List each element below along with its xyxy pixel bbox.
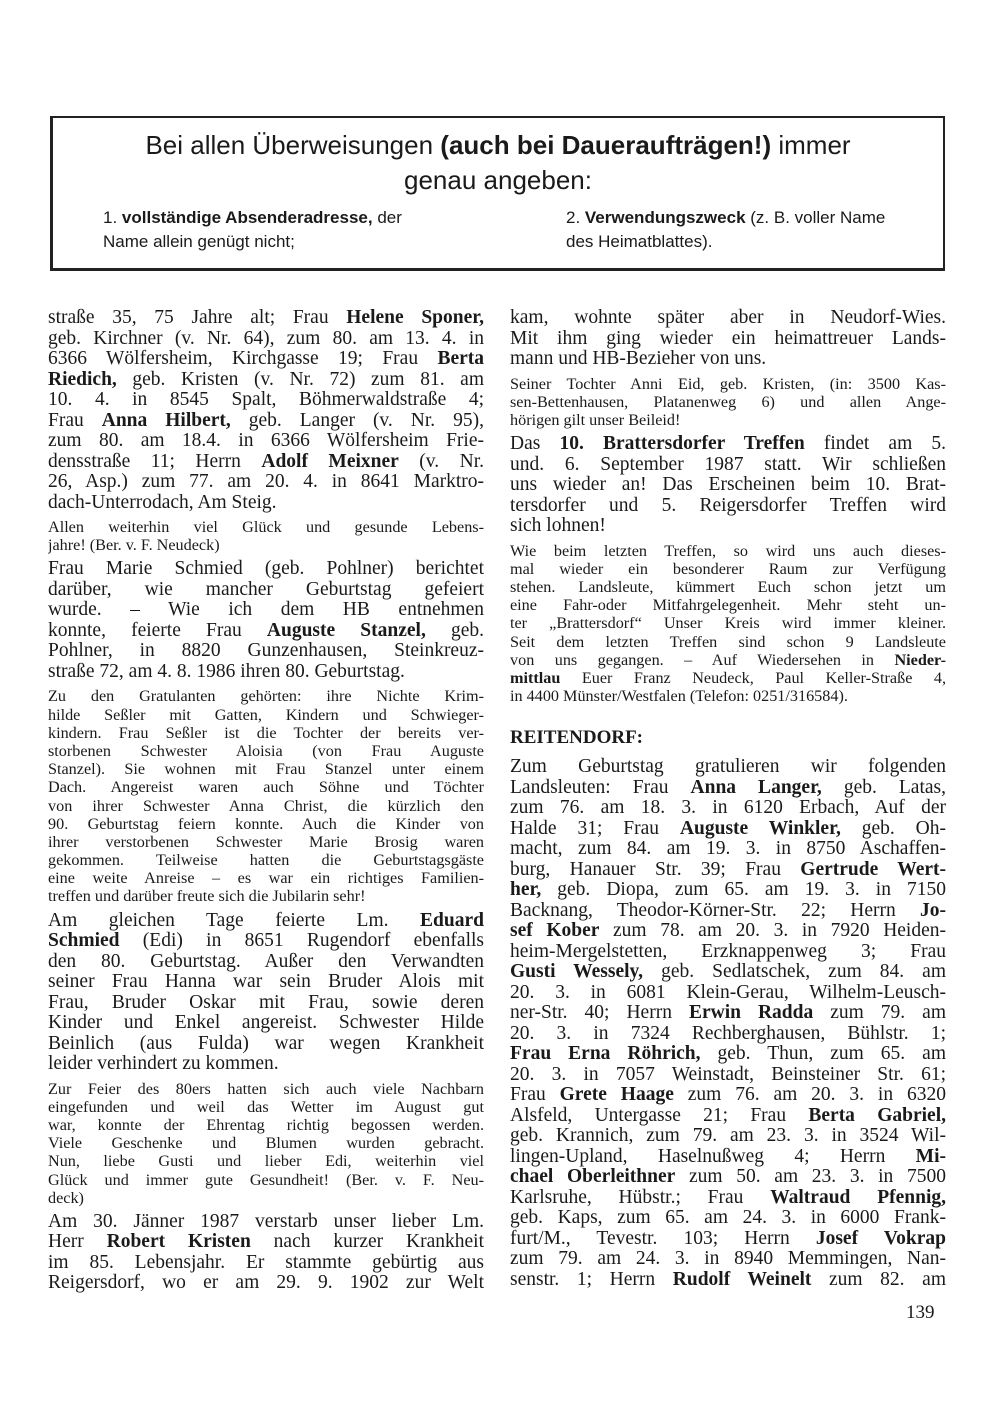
text: geb. Krannich, zum 79. am 23. 3. in 3524 Wil- bbox=[510, 1126, 946, 1147]
bold-name: Josef Vokrap bbox=[815, 1228, 946, 1249]
bold-name: Helene Sponer, bbox=[346, 308, 484, 328]
text-line bbox=[510, 727, 946, 749]
text-line bbox=[48, 662, 484, 683]
text: Herr bbox=[48, 1232, 107, 1253]
text: furt/M., Tevestr. 103; Herrn bbox=[510, 1228, 816, 1249]
text: Pohlner, in 8820 Gunzenhausen, Steinkreuz- bbox=[48, 641, 484, 662]
text: Am gleichen Tage feierte Lm. bbox=[48, 910, 421, 931]
text: Viele Geschenke und Blumen wurden gebracht. bbox=[48, 1134, 484, 1153]
text-line bbox=[48, 1134, 484, 1152]
text-line bbox=[48, 833, 484, 851]
bold-name: Berta bbox=[437, 349, 484, 369]
text: konnte, feierte Frau bbox=[48, 620, 267, 641]
text-line bbox=[48, 349, 484, 370]
text-line bbox=[510, 757, 946, 778]
text-line bbox=[48, 621, 484, 642]
text: zum 78. am 20. 3. in 7920 Heiden- bbox=[599, 921, 946, 942]
text: und. 6. September 1987 statt. Wir schließen bbox=[510, 454, 946, 475]
text: geb. Thun, zum 65. am bbox=[700, 1044, 946, 1065]
text-line bbox=[510, 1167, 946, 1188]
text-line bbox=[48, 1232, 484, 1253]
text-line bbox=[510, 1270, 946, 1291]
text: Frau bbox=[48, 410, 102, 431]
bold-name: Gusti Wessely, bbox=[510, 962, 644, 983]
text-line bbox=[48, 1189, 484, 1207]
text-line bbox=[510, 962, 946, 983]
text-line bbox=[510, 983, 946, 1004]
text: 90. Geburtstag feiern konnte. Auch die Kinder von bbox=[48, 814, 484, 833]
text-line bbox=[510, 475, 946, 496]
item-text-line2: des Heimatblattes). bbox=[566, 232, 713, 251]
text: Zu den Gratulanten gehörten: ihre Nichte Krim- bbox=[48, 687, 484, 706]
text: findet am 5. bbox=[804, 434, 946, 455]
bold-name: chael Oberleithner bbox=[510, 1167, 676, 1188]
text-line bbox=[510, 308, 946, 329]
text-line bbox=[48, 687, 484, 705]
bold-name: sef Kober bbox=[510, 921, 600, 942]
text: Frau, Bruder Oskar mit Frau, sowie deren bbox=[48, 992, 484, 1013]
text-line bbox=[48, 887, 484, 905]
bold-name: Waltraud Pfennig, bbox=[770, 1187, 946, 1208]
text-line bbox=[510, 798, 946, 819]
text: Zur Feier des 80ers hatten sich auch viele Nachbarn bbox=[48, 1079, 484, 1098]
text-line bbox=[48, 972, 484, 993]
text-line bbox=[48, 1171, 484, 1189]
text: heim-Mergelstetten, Erzknappenweg 3; Frau bbox=[510, 941, 946, 962]
text: kindern. Frau Seßler ist die Tochter der bereits ver- bbox=[48, 723, 484, 742]
item-number: 2. bbox=[566, 208, 585, 227]
text: Kinder und Enkel angereist. Schwester Hilde bbox=[48, 1013, 484, 1034]
text: zum 76. am 18. 3. in 6120 Erbach, Auf der bbox=[510, 798, 946, 819]
text-line bbox=[48, 329, 484, 350]
item-text: der bbox=[372, 208, 402, 227]
text: von ihrer Schwester Anna Christ, die kürzlich den bbox=[48, 796, 484, 815]
item-text-line2: Name allein genügt nicht; bbox=[103, 232, 295, 251]
text-line bbox=[48, 911, 484, 932]
text: leider verhindert zu kommen. bbox=[48, 1054, 279, 1075]
text-line bbox=[48, 1080, 484, 1098]
text: Frau Marie Schmied (geb. Pohlner) berichtet bbox=[48, 559, 484, 580]
text-line bbox=[48, 1152, 484, 1170]
paragraph bbox=[510, 308, 946, 370]
text-line bbox=[510, 778, 946, 799]
text-line bbox=[510, 614, 946, 632]
bold-name: her, bbox=[510, 880, 542, 901]
text: wurde. – Wie ich dem HB entnehmen bbox=[48, 600, 484, 621]
text-line bbox=[510, 921, 946, 942]
text: eine Fahr-oder Mitfahrgelegenheit. Mehr steht un- bbox=[510, 596, 946, 615]
text: kam, wohnte später aber in Neudorf-Wies. bbox=[510, 308, 946, 328]
text-line bbox=[48, 1098, 484, 1116]
text: Nun, liebe Gusti und lieber Edi, weiterhin viel bbox=[48, 1152, 484, 1171]
text: sen-Bettenhausen, Platanenweg 6) und allen Ange- bbox=[510, 392, 946, 411]
text: Backnang, Theodor-Körner-Str. 22; Herrn bbox=[510, 900, 920, 921]
text-line bbox=[510, 901, 946, 922]
text: den 80. Geburtstag. Außer den Verwandten bbox=[48, 951, 484, 972]
text-line bbox=[48, 370, 484, 391]
text: mal wieder ein besonderer Raum zur Verfügung bbox=[510, 559, 946, 578]
small-paragraph bbox=[48, 518, 484, 554]
text-line bbox=[48, 869, 484, 887]
text: gekommen. Teilweise hatten die Geburtstagsgäste bbox=[48, 851, 484, 870]
text: senstr. 1; Herrn bbox=[510, 1269, 673, 1290]
text-line bbox=[510, 1188, 946, 1209]
text-line bbox=[48, 411, 484, 432]
text-line bbox=[510, 1249, 946, 1270]
text-line bbox=[510, 1147, 946, 1168]
text-line bbox=[510, 455, 946, 476]
bold-name: Mi- bbox=[915, 1146, 946, 1167]
text-line bbox=[48, 815, 484, 833]
bold-name: Jo- bbox=[920, 900, 946, 921]
text: Alsfeld, Untergasse 21; Frau bbox=[510, 1105, 809, 1126]
text: hilde Seßler mit Gatten, Kindern und Schwieger- bbox=[48, 705, 484, 724]
item-text: (z. B. voller Name bbox=[745, 208, 886, 227]
text-line bbox=[48, 724, 484, 742]
text: (Edi) in 8651 Rugendorf ebenfalls bbox=[119, 931, 484, 952]
text-line bbox=[48, 1054, 484, 1075]
text: Glück und immer gute Gesundheit! (Ber. v. F. Neu- bbox=[48, 1170, 484, 1189]
text: Euer Franz Neudeck, Paul Keller-Straße 4, bbox=[560, 668, 946, 687]
text: eingefunden und weil das Wetter im August gut bbox=[48, 1097, 484, 1116]
text: (v. Nr. bbox=[398, 451, 484, 472]
text-line bbox=[510, 651, 946, 669]
text-line bbox=[48, 536, 484, 554]
text: lingen-Upland, Haselnußweg 4; Herrn bbox=[510, 1146, 916, 1167]
text: Beinlich (aus Fulda) war wegen Krankheit bbox=[48, 1033, 484, 1054]
text-line bbox=[510, 860, 946, 881]
small-paragraph bbox=[510, 542, 946, 706]
text: Dach. Angereist waren auch Söhne und Töchter bbox=[48, 778, 484, 797]
text-line bbox=[510, 560, 946, 578]
text: war, konnte der Ehrentag richtig begossen werden. bbox=[48, 1116, 484, 1134]
bold-name: Anna Langer, bbox=[690, 777, 822, 798]
text: Zum Geburtstag gratulieren wir folgenden bbox=[510, 757, 946, 778]
text: zum 76. am 20. 3. in 6320 bbox=[673, 1085, 946, 1106]
text: geb. bbox=[425, 620, 484, 641]
text-line bbox=[510, 578, 946, 596]
text-line bbox=[510, 411, 946, 429]
text: seiner Frau Hanna war sein Bruder Alois mit bbox=[48, 972, 484, 993]
text-line bbox=[48, 580, 484, 601]
text: geb. Diopa, zum 65. am 19. 3. in 7150 bbox=[541, 880, 946, 901]
text: Reigersdorf, wo er am 29. 9. 1902 zur Welt bbox=[48, 1273, 484, 1294]
bold-name: Nieder- bbox=[894, 650, 946, 669]
text-line bbox=[48, 1212, 484, 1233]
text: burg, Hanauer Str. 39; Frau bbox=[510, 859, 801, 880]
text-line bbox=[48, 797, 484, 815]
text: storbenen Schwester Aloisia (von Frau Auguste bbox=[48, 741, 484, 760]
text-line bbox=[48, 1034, 484, 1055]
text: Halde 31; Frau bbox=[510, 818, 680, 839]
text-line bbox=[48, 559, 484, 580]
notice-headline bbox=[53, 130, 943, 160]
text-line bbox=[48, 931, 484, 952]
text: jahre! (Ber. v. F. Neudeck) bbox=[48, 536, 220, 555]
text-line bbox=[48, 1273, 484, 1294]
text: zum 79. am 24. 3. in 8940 Memmingen, Nan- bbox=[510, 1249, 946, 1270]
text: straße 72, am 4. 8. 1986 ihren 80. Geburtstag. bbox=[48, 661, 405, 682]
text: Allen weiterhin viel Glück und gesunde Lebens- bbox=[48, 518, 484, 536]
text-line bbox=[510, 516, 946, 537]
paragraph bbox=[48, 559, 484, 682]
text-line bbox=[510, 496, 946, 517]
text-line bbox=[510, 1003, 946, 1024]
text: dach-Unterrodach, Am Steig. bbox=[48, 492, 277, 513]
text: geb. Kirchner (v. Nr. 64), zum 80. am 13. 4. in bbox=[48, 328, 484, 349]
text: sich lohnen! bbox=[510, 516, 606, 537]
text: in 4400 Münster/Westfalen (Telefon: 0251/316584). bbox=[510, 687, 848, 706]
text-line bbox=[510, 1085, 946, 1106]
text: im 85. Lebensjahr. Er stammte gebürtig aus bbox=[48, 1252, 484, 1273]
page-number: 139 bbox=[906, 1302, 935, 1323]
text-line bbox=[510, 687, 946, 705]
paragraph bbox=[48, 308, 484, 513]
text-line bbox=[510, 349, 946, 370]
section-heading bbox=[510, 727, 946, 749]
text: nach kurzer Krankheit bbox=[250, 1232, 484, 1253]
text-line bbox=[510, 542, 946, 560]
text-line bbox=[510, 942, 946, 963]
bold-name: Erwin Radda bbox=[688, 1003, 814, 1024]
right-text-column bbox=[510, 308, 946, 1295]
text: ter „Brattersdorf“ Unser Kreis wird immer kleiner. bbox=[510, 614, 946, 633]
text: 26, Asp.) zum 77. am 20. 4. in 8641 Marktro- bbox=[48, 472, 484, 492]
text: zum 79. am bbox=[813, 1003, 946, 1024]
text-line bbox=[510, 633, 946, 651]
bold-name: Riedich, bbox=[48, 369, 117, 390]
bold-name: 10. Brattersdorfer Treffen bbox=[559, 434, 805, 455]
text: macht, zum 84. am 19. 3. in 8750 Aschaffen- bbox=[510, 839, 946, 860]
bold-name: Berta Gabriel, bbox=[808, 1105, 946, 1126]
text: geb. Sedlatschek, zum 84. am bbox=[643, 962, 946, 983]
bold-name: Rudolf Weinelt bbox=[672, 1269, 812, 1290]
paragraph bbox=[48, 1212, 484, 1294]
text: von uns gegangen. – Auf Wiedersehen in bbox=[510, 650, 895, 669]
notice-item-1 bbox=[103, 206, 402, 254]
text-line bbox=[48, 308, 484, 329]
text: Karlsruhe, Hübstr.; Frau bbox=[510, 1187, 771, 1208]
text: darüber, wie mancher Geburtstag gefeiert bbox=[48, 579, 484, 600]
text-line bbox=[510, 329, 946, 350]
text-line bbox=[48, 518, 484, 536]
text-line bbox=[48, 952, 484, 973]
text-line bbox=[510, 669, 946, 687]
bold-name: Eduard bbox=[420, 910, 484, 931]
text-line bbox=[48, 452, 484, 473]
text: Mit ihm ging wieder ein heimattreuer Lands- bbox=[510, 328, 946, 349]
small-paragraph bbox=[48, 1080, 484, 1207]
item-number: 1. bbox=[103, 208, 122, 227]
text-line bbox=[510, 1208, 946, 1229]
text: 10. 4. in 8545 Spalt, Böhmerwaldstraße 4; bbox=[48, 390, 484, 410]
text: zum 50. am 23. 3. in 7500 bbox=[675, 1167, 946, 1188]
text: 20. 3. in 7057 Weinstadt, Beinsteiner Str. 61; bbox=[510, 1064, 946, 1085]
text: 6366 Wölfersheim, Kirchgasse 19; Frau bbox=[48, 349, 438, 369]
bold-name: Frau Erna Röhrich, bbox=[510, 1044, 701, 1065]
text: geb. Langer (v. Nr. 95), bbox=[230, 410, 484, 431]
text: zum 82. am bbox=[811, 1269, 946, 1290]
paragraph bbox=[48, 911, 484, 1075]
text: 20. 3. in 6081 Klein-Gerau, Wilhelm-Leusch- bbox=[510, 982, 946, 1003]
item-emphasis: vollständige Absenderadresse, bbox=[121, 208, 373, 227]
bold-name: Schmied bbox=[48, 931, 120, 952]
text-line bbox=[48, 493, 484, 514]
bold-name: Auguste Winkler, bbox=[679, 818, 841, 839]
paragraph bbox=[510, 757, 946, 1290]
transfer-notice-box bbox=[50, 116, 945, 271]
text: Wie beim letzten Treffen, so wird uns auch dieses- bbox=[510, 541, 946, 560]
text: geb. Oh- bbox=[840, 818, 946, 839]
notice-headline-end: immer bbox=[771, 130, 851, 160]
text-line bbox=[48, 778, 484, 796]
text: hörigen gilt unser Beileid! bbox=[510, 410, 681, 429]
text: geb. Latas, bbox=[821, 777, 946, 798]
text-line bbox=[510, 819, 946, 840]
text: geb. Kaps, zum 65. am 24. 3. in 6000 Frank- bbox=[510, 1208, 946, 1229]
text-line bbox=[510, 1106, 946, 1127]
text: Das bbox=[510, 434, 560, 455]
text-line bbox=[48, 993, 484, 1014]
text: tersdorfer und 5. Reigersdorfer Treffen wird bbox=[510, 495, 946, 516]
text: Seit dem letzten Treffen sind schon 9 Landsleute bbox=[510, 632, 946, 651]
text-line bbox=[510, 1065, 946, 1086]
text: geb. Kristen (v. Nr. 72) zum 81. am bbox=[116, 369, 484, 390]
text: ner-Str. 40; Herrn bbox=[510, 1003, 689, 1024]
text-line bbox=[510, 393, 946, 411]
text: Landsleuten: Frau bbox=[510, 777, 691, 798]
notice-headline-text: Bei allen Überweisungen bbox=[145, 130, 441, 160]
bold-name: mittlau bbox=[510, 668, 561, 687]
text-line bbox=[510, 880, 946, 901]
bold-name: Gertrude Wert- bbox=[800, 859, 946, 880]
text: treffen und darüber freute sich die Jubilarin sehr! bbox=[48, 887, 366, 906]
text-line bbox=[48, 641, 484, 662]
small-paragraph bbox=[48, 687, 484, 905]
text-line bbox=[510, 596, 946, 614]
item-emphasis: Verwendungszweck bbox=[584, 208, 746, 227]
text: stehen. Landsleute, kümmert Euch schon jetzt um bbox=[510, 577, 946, 596]
text: straße 35, 75 Jahre alt; Frau bbox=[48, 308, 347, 328]
text-line bbox=[48, 742, 484, 760]
left-text-column bbox=[48, 308, 484, 1299]
notice-headline-emphasis: (auch bei Daueraufträgen!) bbox=[440, 130, 772, 160]
text: 20. 3. in 7324 Rechberghausen, Bühlstr. 1; bbox=[510, 1023, 946, 1044]
bold-name: Auguste Stanzel, bbox=[266, 620, 426, 641]
text-line bbox=[48, 390, 484, 411]
text: densstraße 11; Herrn bbox=[48, 451, 262, 472]
bold-name: Anna Hilbert, bbox=[101, 410, 231, 431]
text: mann und HB-Bezieher von uns. bbox=[510, 349, 767, 369]
text: Seiner Tochter Anni Eid, geb. Kristen, (in: 3500 Kas- bbox=[510, 374, 946, 393]
bold-name: Adolf Meixner bbox=[261, 451, 399, 472]
text-line bbox=[48, 760, 484, 778]
text: Frau bbox=[510, 1085, 560, 1106]
text-line bbox=[510, 1024, 946, 1045]
text-line bbox=[510, 1126, 946, 1147]
text: deck) bbox=[48, 1188, 84, 1207]
text: uns wieder an! Das Erscheinen beim 10. Brat- bbox=[510, 475, 946, 496]
text: eine weite Anreise – es war ein richtiges Familien- bbox=[48, 869, 484, 888]
text-line bbox=[510, 839, 946, 860]
paragraph bbox=[510, 434, 946, 537]
notice-subheadline: genau angeben: bbox=[404, 165, 592, 195]
text: ihrer verstorbenen Schwester Marie Brosig waren bbox=[48, 832, 484, 851]
text-line bbox=[510, 1229, 946, 1250]
text-line bbox=[48, 1253, 484, 1274]
text: zum 80. am 18.4. in 6366 Wölfersheim Frie- bbox=[48, 431, 484, 451]
small-paragraph bbox=[510, 375, 946, 430]
text-line bbox=[510, 1044, 946, 1065]
bold-name: REITENDORF: bbox=[510, 727, 644, 749]
text-line bbox=[48, 472, 484, 493]
bold-name: Robert Kristen bbox=[106, 1232, 251, 1253]
text-line bbox=[510, 434, 946, 455]
notice-item-2 bbox=[566, 206, 885, 254]
text-line bbox=[510, 375, 946, 393]
text: Am 30. Jänner 1987 verstarb unser lieber Lm. bbox=[48, 1211, 484, 1232]
text: Stanzel). Sie wohnen mit Frau Stanzel unter einem bbox=[48, 760, 484, 779]
text-line bbox=[48, 1116, 484, 1134]
text-line bbox=[48, 851, 484, 869]
text-line bbox=[48, 431, 484, 452]
text-line bbox=[48, 600, 484, 621]
text-line bbox=[48, 1013, 484, 1034]
bold-name: Grete Haage bbox=[559, 1085, 674, 1106]
text-line bbox=[48, 706, 484, 724]
